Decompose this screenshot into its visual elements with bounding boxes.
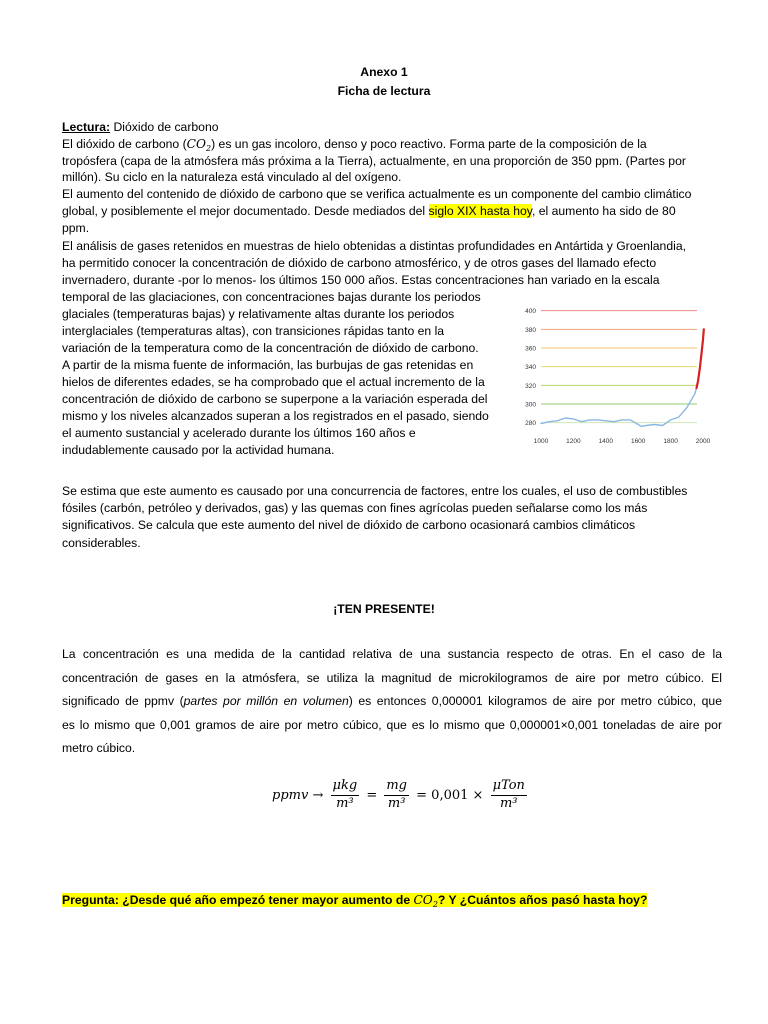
series-line-1 xyxy=(697,329,704,388)
p4-line-2: fósiles (carbón, petróleo y derivados, gas) y las quemas con fines agrícolas pueden señalarse como los más xyxy=(62,501,648,515)
formula-fraction-3 xyxy=(491,778,527,813)
note-line-4: es lo mismo que 0,001 gramos de aire por metro cúbico, que es lo mismo que 0,000001×0,001 toneladas de aire por xyxy=(62,718,722,732)
f2-num: mg xyxy=(384,778,409,796)
question-text: ? Y ¿Cuántos años pasó hasta hoy? xyxy=(437,893,648,907)
y-tick-label: 300 xyxy=(525,401,536,409)
question-highlight xyxy=(62,893,647,907)
note-line-1: La concentración es una medida de la cantidad relativa de una sustancia respecto de otras. En el caso de la xyxy=(62,647,722,661)
co2-formula: CO xyxy=(186,137,206,151)
p3-line-2: ha permitido conocer la concentración de dióxido de carbono atmosférico, y de otros gases del llamado efecto xyxy=(62,256,657,270)
x-tick-label: 2000 xyxy=(695,438,711,445)
p2-text: , el aumento ha sido de 80 xyxy=(531,204,676,218)
y-tick-label: 340 xyxy=(525,364,536,372)
p2-line-1: El aumento del contenido de dióxido de carbono que se verifica actualmente es un componente del cambio climático xyxy=(62,187,692,201)
p3-line-9: hielos de diferentes edades, se ha comprobado que el actual incremento de la xyxy=(62,375,485,389)
note-text: significado de ppmv ( xyxy=(62,694,184,708)
x-tick-label: 1200 xyxy=(566,438,581,445)
f1-num: μkg xyxy=(331,778,360,796)
annex-subtitle: Ficha de lectura xyxy=(337,84,431,98)
y-tick-label: 320 xyxy=(525,382,536,390)
x-tick-label: 1800 xyxy=(663,438,678,445)
formula-eq-factor: = 0,001 × xyxy=(416,787,484,803)
p1-text: El dióxido de carbono ( xyxy=(62,137,187,151)
question xyxy=(62,892,647,914)
formula-arrow: → xyxy=(312,787,324,803)
p2-line-3: ppm. xyxy=(62,221,90,235)
co2-subscript: 2 xyxy=(206,144,212,153)
note-heading: ¡TEN PRESENTE! xyxy=(333,602,435,616)
y-tick-label: 360 xyxy=(525,345,536,353)
note-line-5: metro cúbico. xyxy=(62,741,136,755)
p1-line-2: tropósfera (capa de la atmósfera más próxima a la Tierra), actualmente, en una proporción de 350 ppm. (Partes por xyxy=(62,154,686,168)
note-line-3 xyxy=(62,693,722,710)
co2-chart xyxy=(508,300,711,450)
f3-num: μTon xyxy=(491,778,527,796)
p1-text: ) es un gas incoloro, denso y poco reactivo. Forma parte de la composición de la xyxy=(211,137,647,151)
p3-line-11: mismo y los niveles alcanzados superan a los registrados en el pasado, siendo xyxy=(62,409,489,423)
reading-topic: Dióxido de carbono xyxy=(113,120,219,134)
p4-line-3: significativos. Se calcula que este aumento del nivel de dióxido de carbono ocasionará cambios climáticos xyxy=(62,518,636,532)
reading-heading xyxy=(62,119,219,136)
p3-line-1: El análisis de gases retenidos en muestras de hielo obtenidas a distintas profundidades en Antártida y Groenlandia, xyxy=(62,239,686,253)
x-tick-label: 1000 xyxy=(533,438,549,445)
note-text: ) es entonces 0,000001 kilogramos de aire por metro cúbico, que xyxy=(348,694,722,708)
y-tick-label: 400 xyxy=(525,308,536,316)
question-co2-sub: 2 xyxy=(432,900,438,909)
p3-line-13: indudablemente causado por la actividad humana. xyxy=(62,443,335,457)
reading-label: Lectura: xyxy=(62,120,111,134)
ppmv-formula xyxy=(272,778,532,828)
f1-den: m³ xyxy=(336,795,354,811)
p3-line-4: temporal de las glaciaciones, con concentraciones bajas durante los periodos xyxy=(62,290,481,304)
p3-line-8: A partir de la misma fuente de información, las burbujas de gas retenidas en xyxy=(62,358,474,372)
p3-line-3: invernadero, durante -por lo menos- los últimos 150 000 años. Estas concentraciones han variado en la escala xyxy=(62,273,660,287)
x-tick-label: 1600 xyxy=(630,438,646,445)
formula-fraction-2 xyxy=(384,778,409,813)
p2-text: global, y posiblemente el mejor documentado. Desde mediados del xyxy=(62,204,429,218)
annex-title: Anexo 1 xyxy=(360,65,408,79)
formula-eq: = xyxy=(366,787,378,803)
x-tick-label: 1400 xyxy=(598,438,614,445)
y-tick-label: 280 xyxy=(525,420,536,428)
p4-line-1: Se estima que este aumento es causado por una concurrencia de factores, entre los cuales, el uso de combustibles xyxy=(62,484,688,498)
f2-den: m³ xyxy=(387,795,406,811)
formula-lhs: ppmv xyxy=(272,787,309,803)
question-text: Pregunta: ¿Desde qué año empezó tener mayor aumento de xyxy=(62,893,414,907)
p4-line-4: considerables. xyxy=(62,536,141,550)
p3-line-12: el aumento sustancial y acelerado durante los últimos 160 años e xyxy=(62,426,416,440)
p3-line-7: variación de la temperatura como de la concentración de dióxido de carbono. xyxy=(62,341,479,355)
formula-fraction-1 xyxy=(331,778,360,813)
highlight-siglo-xix: siglo XIX hasta hoy xyxy=(428,204,532,218)
f3-den: m³ xyxy=(499,795,518,811)
p1-line-3: millón). Su ciclo en la naturaleza está vinculado al del oxígeno. xyxy=(62,170,402,184)
p3-line-10: concentración de dióxido de carbono se superpone a la variación esperada del xyxy=(62,392,488,406)
y-tick-label: 380 xyxy=(525,326,536,334)
question-co2: CO xyxy=(413,893,433,907)
note-line-2: concentración de gases en la atmósfera, se utiliza la magnitud de microkilogramos de aire por metro cúbico. El xyxy=(62,671,722,685)
p3-line-6: interglaciales (temperaturas altas), con transiciones rápidas tanto en la xyxy=(62,324,445,338)
p2-line-2 xyxy=(62,203,676,220)
note-italic: partes por millón en volumen xyxy=(183,694,349,708)
p3-line-5: glaciales (temperaturas bajas) y relativamente altas durante los periodos xyxy=(62,307,455,321)
